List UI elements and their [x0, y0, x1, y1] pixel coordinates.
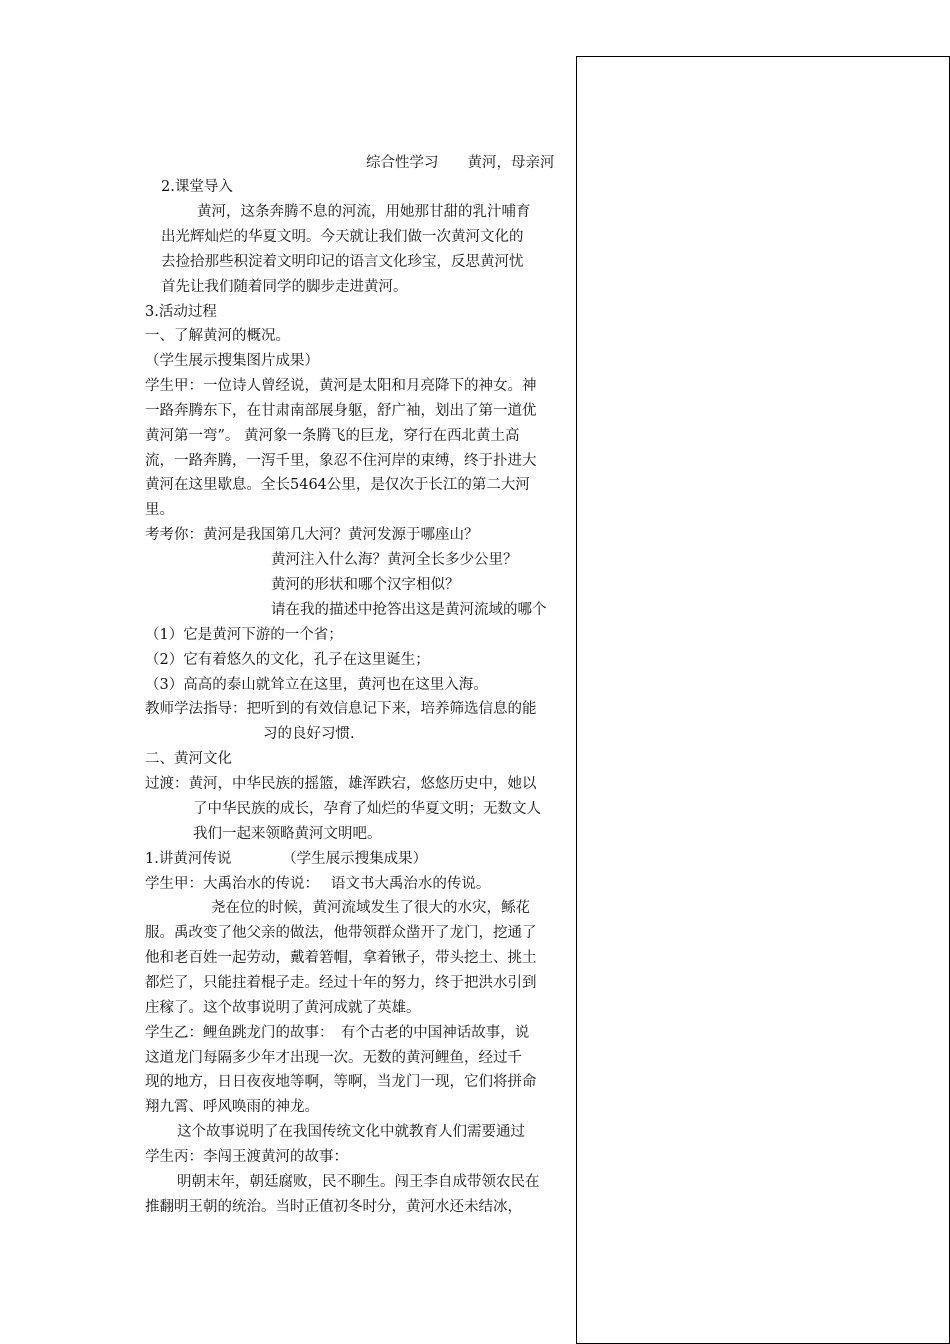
blank-overlay-panel	[576, 56, 950, 1344]
text-line: 去捡拾那些积淀着文明印记的语言文化珍宝，反思黄河忧	[161, 254, 524, 270]
text-line: 教师学法指导：把听到的有效信息记下来，培养筛选信息的能	[145, 701, 537, 717]
section-heading: 二、黄河文化	[145, 751, 232, 767]
text-line: 这个故事说明了在我国传统文化中就教育人们需要通过	[177, 1124, 525, 1140]
text-line: 黄河在这里歇息。全长5464公里，是仅次于长江的第二大河	[145, 477, 530, 493]
text-line: 服。禹改变了他父亲的做法，他带领群众凿开了龙门，挖通了	[145, 925, 537, 941]
text-line: 这道龙门每隔多少年才出现一次。无数的黄河鲤鱼，经过千	[145, 1050, 522, 1066]
text-line: 出光辉灿烂的华夏文明。今天就让我们做一次黄河文化的	[161, 229, 524, 245]
text-line: 请在我的描述中抢答出这是黄河流域的哪个	[271, 602, 547, 618]
text-line: （2）它有着悠久的文化，孔子在这里诞生；	[145, 652, 430, 668]
page-title: 综合性学习 黄河，母亲河	[366, 155, 555, 171]
text-line: 流，一路奔腾，一泻千里，象忍不住河岸的束缚，终于扑进大	[145, 453, 537, 469]
text-line: 习的良好习惯.	[263, 726, 355, 742]
section-heading: 3.活动过程	[145, 304, 217, 320]
text-line: 黄河的形状和哪个汉字相似？	[271, 577, 460, 593]
text-line: 考考你：黄河是我国第几大河？黄河发源于哪座山？	[145, 527, 479, 543]
text-line: 一、了解黄河的概况。	[145, 328, 290, 344]
text-line: 首先让我们随着同学的脚步走进黄河。	[161, 279, 408, 295]
text-line: 现的地方，日日夜夜地等啊，等啊，当龙门一现，它们将拼命	[145, 1074, 537, 1090]
text-line: 了中华民族的成长，孕育了灿烂的华夏文明；无数文人	[193, 801, 541, 817]
text-line: 尧在位的时候，黄河流域发生了很大的水灾，鲧花	[211, 900, 530, 916]
text-line: 黄河注入什么海？黄河全长多少公里？	[271, 552, 518, 568]
text-line: 都烂了，只能拄着棍子走。经过十年的努力，终于把洪水引到	[145, 975, 537, 991]
section-heading: 2.课堂导入	[161, 179, 233, 195]
text-line: 里。	[145, 502, 174, 518]
text-line: 学生甲：一位诗人曾经说，黄河是太阳和月亮降下的神女。神	[145, 378, 537, 394]
text-line: 明朝末年，朝廷腐败，民不聊生。闯王李自成带领农民在	[177, 1174, 540, 1190]
text-line: 庄稼了。这个故事说明了黄河成就了英雄。	[145, 1000, 421, 1016]
text-line: 学生丙：李闯王渡黄河的故事：	[145, 1149, 348, 1165]
text-line: （1）它是黄河下游的一个省；	[145, 627, 343, 643]
text-line: 推翻明王朝的统治。当时正值初冬时分，黄河水还未结冰，	[145, 1199, 522, 1215]
text-line: 黄河第一弯”。 黄河象一条腾飞的巨龙，穿行在西北黄土高	[145, 428, 520, 444]
text-line: （学生展示搜集图片成果）	[145, 353, 319, 369]
text-line: 我们一起来领略黄河文明吧。	[193, 826, 382, 842]
section-heading: 1.讲黄河传说 （学生展示搜集成果）	[145, 851, 428, 867]
text-line: （3）高高的泰山就耸立在这里，黄河也在这里入海。	[145, 677, 488, 693]
text-line: 一路奔腾东下，在甘肃南部展身躯，舒广袖，划出了第一道优	[145, 403, 537, 419]
text-line: 学生乙：鲤鱼跳龙门的故事： 有个古老的中国神话故事，说	[145, 1025, 530, 1041]
text-line: 翔九霄、呼风唤雨的神龙。	[145, 1099, 319, 1115]
text-line: 过渡：黄河，中华民族的摇篮，雄浑跌宕，悠悠历史中，她以	[145, 776, 537, 792]
text-line: 黄河，这条奔腾不息的河流，用她那甘甜的乳汁哺育	[197, 204, 531, 220]
text-line: 学生甲：大禹治水的传说： 语文书大禹治水的传说。	[145, 876, 491, 892]
text-line: 他和老百姓一起劳动，戴着箬帽，拿着锹子，带头挖土、挑土	[145, 950, 537, 966]
